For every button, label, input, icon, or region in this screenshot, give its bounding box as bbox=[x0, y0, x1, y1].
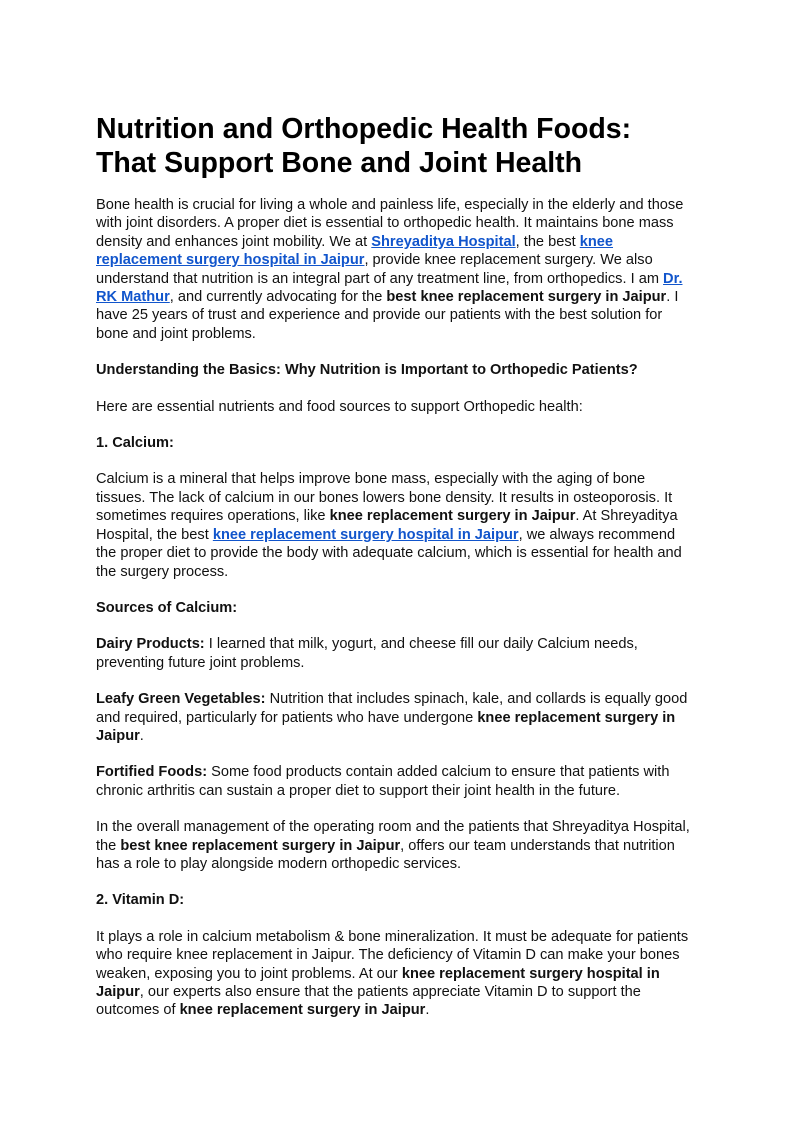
overall-text-2: , offers our team understands that nutrition has a role to play alongside modern orthopedic services. bbox=[96, 837, 675, 872]
vitamin-d-heading: 2. Vitamin D: bbox=[96, 892, 185, 909]
vitamin-d-bold-keyword-1: knee replacement surgery hospital in Jaipur bbox=[96, 965, 660, 1000]
nutrients-intro: Here are essential nutrients and food sources to support Orthopedic health: bbox=[96, 398, 583, 415]
vitamin-d-text-2: , our experts also ensure that the patients appreciate Vitamin D to support the outcomes of bbox=[96, 984, 641, 1019]
calcium-paragraph bbox=[96, 470, 698, 580]
calcium-text-2: . At Shreyaditya Hospital, the best bbox=[96, 508, 678, 543]
overall-text-1: In the overall management of the operating room and the patients that Shreyaditya Hospital, the bbox=[96, 819, 690, 854]
vitamin-d-paragraph bbox=[96, 928, 698, 1020]
calcium-text-1: Calcium is a mineral that helps improve bone mass, especially with the aging of bone tissues. The lack of calcium in our bones lowers bone density. It results in osteoporosis. It sometimes requires operations, like bbox=[96, 471, 673, 525]
vitamin-d-text-3: . bbox=[425, 1002, 430, 1019]
leafy-text-1: Nutrition that includes spinach, kale, and collards is equally good and required, particularly for patients who have undergone bbox=[96, 691, 688, 726]
dairy-text: I learned that milk, yogurt, and cheese fill our daily Calcium needs, preventing future joint problems. bbox=[96, 636, 638, 671]
page-title bbox=[96, 112, 698, 180]
sources-heading: Sources of Calcium: bbox=[96, 599, 238, 616]
leafy-text-2: . bbox=[139, 727, 144, 744]
leafy-label: Leafy Green Vegetables: bbox=[96, 691, 266, 708]
shreyaditya-hospital-link[interactable]: Shreyaditya Hospital bbox=[371, 233, 516, 250]
intro-text-4: , and currently advocating for the bbox=[169, 289, 387, 306]
overall-bold-keyword: best knee replacement surgery in Jaipur bbox=[120, 837, 401, 854]
leafy-paragraph bbox=[96, 690, 698, 745]
fortified-paragraph bbox=[96, 763, 698, 800]
intro-text-2: , the best bbox=[515, 233, 580, 250]
dairy-paragraph bbox=[96, 635, 698, 672]
dr-rk-mathur-link[interactable]: Dr. RK Mathur bbox=[96, 270, 683, 306]
calcium-text-3: , we always recommend the proper diet to provide the body with adequate calcium, which is essential for health and the surgery process. bbox=[96, 526, 682, 580]
vitamin-d-text-1: It plays a role in calcium metabolism & bone mineralization. It must be adequate for patients who require knee replacement in Jaipur. The deficiency of Vitamin D can make your bones weaken, exposing you to joint problems. At our bbox=[96, 928, 689, 982]
title-line-1: Nutrition and Orthopedic Health Foods: bbox=[96, 113, 632, 145]
intro-bold-keyword: best knee replacement surgery in Jaipur bbox=[386, 289, 667, 306]
vitamin-d-bold-keyword-2: knee replacement surgery in Jaipur bbox=[179, 1002, 426, 1019]
intro-text-1: Bone health is crucial for living a whole and painless life, especially in the elderly and those with joint disorders. A proper diet is essential to orthopedic health. It maintains bone mass density and enhances joint mobility. We at bbox=[96, 197, 684, 250]
understanding-heading: Understanding the Basics: Why Nutrition is Important to Orthopedic Patients? bbox=[96, 362, 638, 379]
calcium-hospital-link[interactable]: knee replacement surgery hospital in Jaipur bbox=[212, 526, 519, 543]
intro-paragraph bbox=[96, 196, 698, 343]
calcium-bold-keyword: knee replacement surgery in Jaipur bbox=[329, 508, 576, 525]
dairy-label: Dairy Products: bbox=[96, 636, 205, 653]
intro-text-5: . I have 25 years of trust and experience and provide our patients with the best solution for bone and joint problems. bbox=[96, 289, 679, 342]
fortified-text: Some food products contain added calcium to ensure that patients with chronic arthritis can sustain a proper diet to support their joint health in the future. bbox=[96, 764, 670, 799]
intro-text-3: , provide knee replacement surgery. We also understand that nutrition is an integral part of any treatment line, from orthopedics. I am bbox=[96, 252, 664, 287]
overall-paragraph bbox=[96, 818, 698, 873]
knee-replacement-hospital-link[interactable]: knee replacement surgery hospital in Jaipur bbox=[96, 233, 614, 269]
calcium-heading: 1. Calcium: bbox=[96, 435, 174, 452]
title-line-2: That Support Bone and Joint Health bbox=[96, 147, 583, 179]
fortified-label: Fortified Foods: bbox=[96, 764, 208, 781]
leafy-bold-keyword: knee replacement surgery in Jaipur bbox=[96, 709, 676, 744]
